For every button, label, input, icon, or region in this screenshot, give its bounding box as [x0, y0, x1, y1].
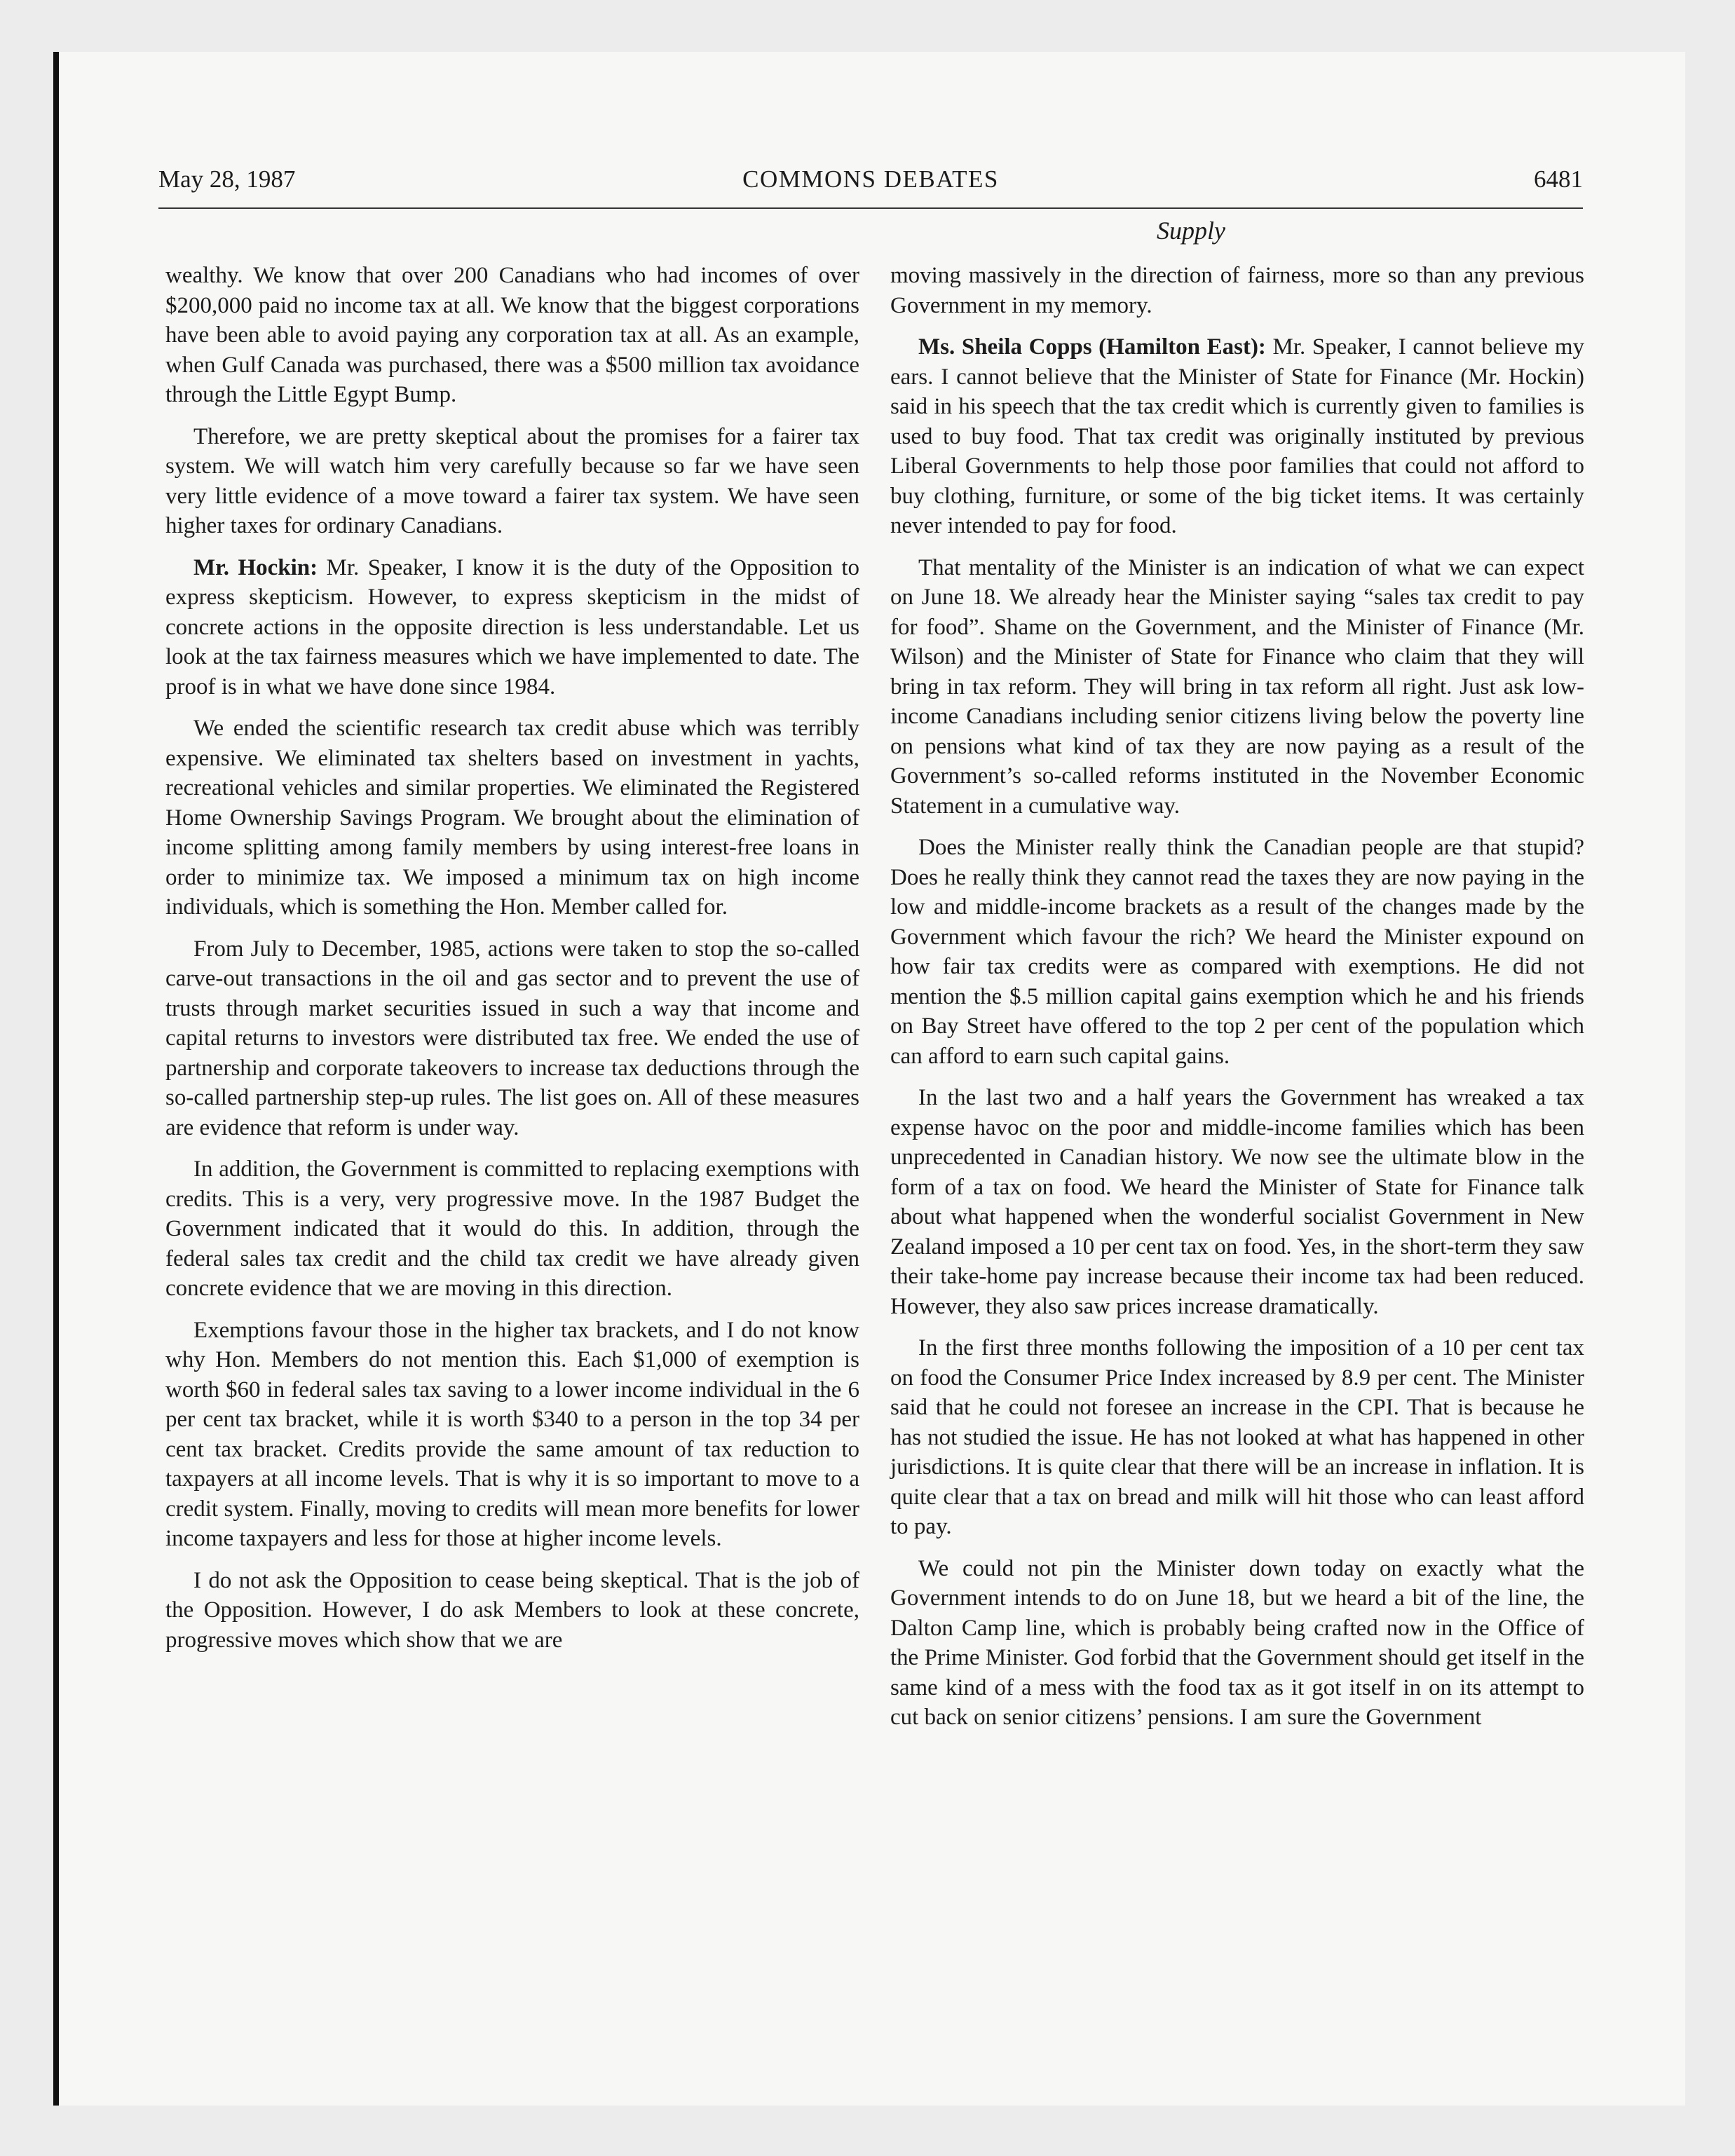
paragraph — [890, 332, 1584, 541]
right-column — [890, 261, 1584, 1745]
paragraph: Exemptions favour those in the higher tax brackets, and I do not know why Hon. Members do not mention this. Each $1,000 of exemption is worth $60 in federal sales tax saving to a lower income individual in the 6 per cent tax bracket, while it is worth $340 to a person in the top 34 per cent tax bracket. Credits provide the same amount of tax reduction to taxpayers at all income levels. That is why it is so important to move to a credit system. Finally, moving to credits will mean more benefits for lower income taxpayers and less for those at higher income levels. — [165, 1317, 859, 1551]
paragraph: In the last two and a half years the Government has wreaked a tax expense havoc on the poor and middle-income families which has been unprecedented in Canadian history. We now see the ultimate blow in the form of a tax on food. We heard the Minister of State for Finance talk about what happened when the wonderful socialist Government in New Zealand imposed a 10 per cent tax on food. Yes, in the short-term they saw their take-home pay increase because their income tax had been reduced. However, they also saw prices increase dramatically. — [890, 1085, 1584, 1319]
paragraph: wealthy. We know that over 200 Canadians who had incomes of over $200,000 paid no income tax at all. We know that the biggest corporations have been able to avoid paying any corporation tax at all. As an example, when Gulf Canada was purchased, there was a $500 million tax avoidance through the Little Egypt Bump. — [165, 263, 859, 407]
page-header — [158, 165, 1583, 209]
paragraph: I do not ask the Opposition to cease being skeptical. That is the job of the Opposition. However, I do ask Members to look at these concrete, progressive moves which show that we are — [165, 1567, 859, 1653]
page-number: 6481 — [1534, 165, 1583, 193]
speech-text: Mr. Speaker, I know it is the duty of the Opposition to express skepticism. However, to express skepticism in the midst of concrete actions in the opposite direction is less understandable. Let us look at the tax fairness measures which we have implemented to date. The proof is in what we have done since 1984. — [165, 554, 859, 700]
header-title: COMMONS DEBATES — [742, 165, 999, 193]
header-date: May 28, 1987 — [158, 165, 296, 193]
speaker-name: Ms. Sheila Copps (Hamilton East): — [918, 334, 1266, 360]
paragraph: We ended the scientific research tax credit abuse which was terribly expensive. We eliminated tax shelters based on investment in yachts, recreational vehicles and similar properties. We eliminated the Registered Home Ownership Savings Program. We brought about the elimination of income splitting among family members by using interest-free loans in order to minimize tax. We imposed a minimum tax on high income individuals, which is something the Hon. Member called for. — [165, 716, 859, 920]
speech-text: Mr. Speaker, I cannot believe my ears. I cannot believe that the Minister of State for Finance (Mr. Hockin) said in his speech that the tax credit which is currently given to families is used to buy food. That tax credit was originally instituted by previous Liberal Governments to help those poor families that could not afford to buy clothing, furniture, or some of the big ticket items. It was certainly never intended to pay for food. — [890, 334, 1584, 538]
paragraph: In the first three months following the imposition of a 10 per cent tax on food the Consumer Price Index increased by 8.9 per cent. The Minister said that he could not foresee an increase in the CPI. That is because he has not studied the issue. He has not looked at what has happened in other jurisdictions. It is quite clear that there will be an increase in inflation. It is quite clear that a tax on bread and milk will hit those who can least afford to pay. — [890, 1335, 1584, 1539]
speaker-name: Mr. Hockin: — [193, 554, 318, 580]
left-column — [165, 261, 859, 1667]
paragraph: We could not pin the Minister down today on exactly what the Government intends to do on June 18, but we heard a bit of the line, the Dalton Camp line, which is probably being crafted now in the Office of the Prime Minister. God forbid that the Government should get itself in the same kind of a mess with the food tax as it got itself in on its attempt to cut back on senior citizens’ pensions. I am sure the Government — [890, 1555, 1584, 1730]
paragraph: That mentality of the Minister is an indication of what we can expect on June 18. We already hear the Minister saying “sales tax credit to pay for food”. Shame on the Government, and the Minister of Finance (Mr. Wilson) and the Minister of State for Finance who claim that they will bring in tax reform. They will bring in tax reform all right. Just ask low-income Canadians including senior citizens living below the poverty line on pensions what kind of tax they are now paying as a result of the Government’s so-called reforms instituted in the November Economic Statement in a cumulative way. — [890, 554, 1584, 819]
paragraph: Does the Minister really think the Canadian people are that stupid? Does he really think they cannot read the taxes they are now paying in the low and middle-income brackets as a result of the changes made by the Government which favour the rich? We heard the Minister expound on how fair tax credits were as compared with exemptions. He did not mention the $.5 million capital gains exemption which he and his friends on Bay Street have offered to the top 2 per cent of the population which can afford to earn such capital gains. — [890, 835, 1584, 1069]
paragraph: moving massively in the direction of fairness, more so than any previous Government in my memory. — [890, 263, 1584, 318]
paragraph: Therefore, we are pretty skeptical about the promises for a fairer tax system. We will watch him very carefully because so far we have seen very little evidence of a move toward a fairer tax system. We have seen higher taxes for ordinary Canadians. — [165, 423, 859, 538]
paragraph: From July to December, 1985, actions were taken to stop the so-called carve-out transactions in the oil and gas sector and to prevent the use of trusts through market securities issued in such a way that income and capital returns to investors were distributed tax free. We ended the use of partnership and corporate takeovers to increase tax deductions through the so-called partnership step-up rules. The list goes on. All of these measures are evidence that reform is under way. — [165, 936, 859, 1140]
section-heading: Supply — [1157, 217, 1225, 245]
paragraph — [165, 553, 859, 702]
paragraph: In addition, the Government is committed to replacing exemptions with credits. This is a very, very progressive move. In the 1987 Budget the Government indicated that it would do this. In addition, through the federal sales tax credit and the child tax credit we have already given concrete evidence that we are moving in this direction. — [165, 1157, 859, 1301]
